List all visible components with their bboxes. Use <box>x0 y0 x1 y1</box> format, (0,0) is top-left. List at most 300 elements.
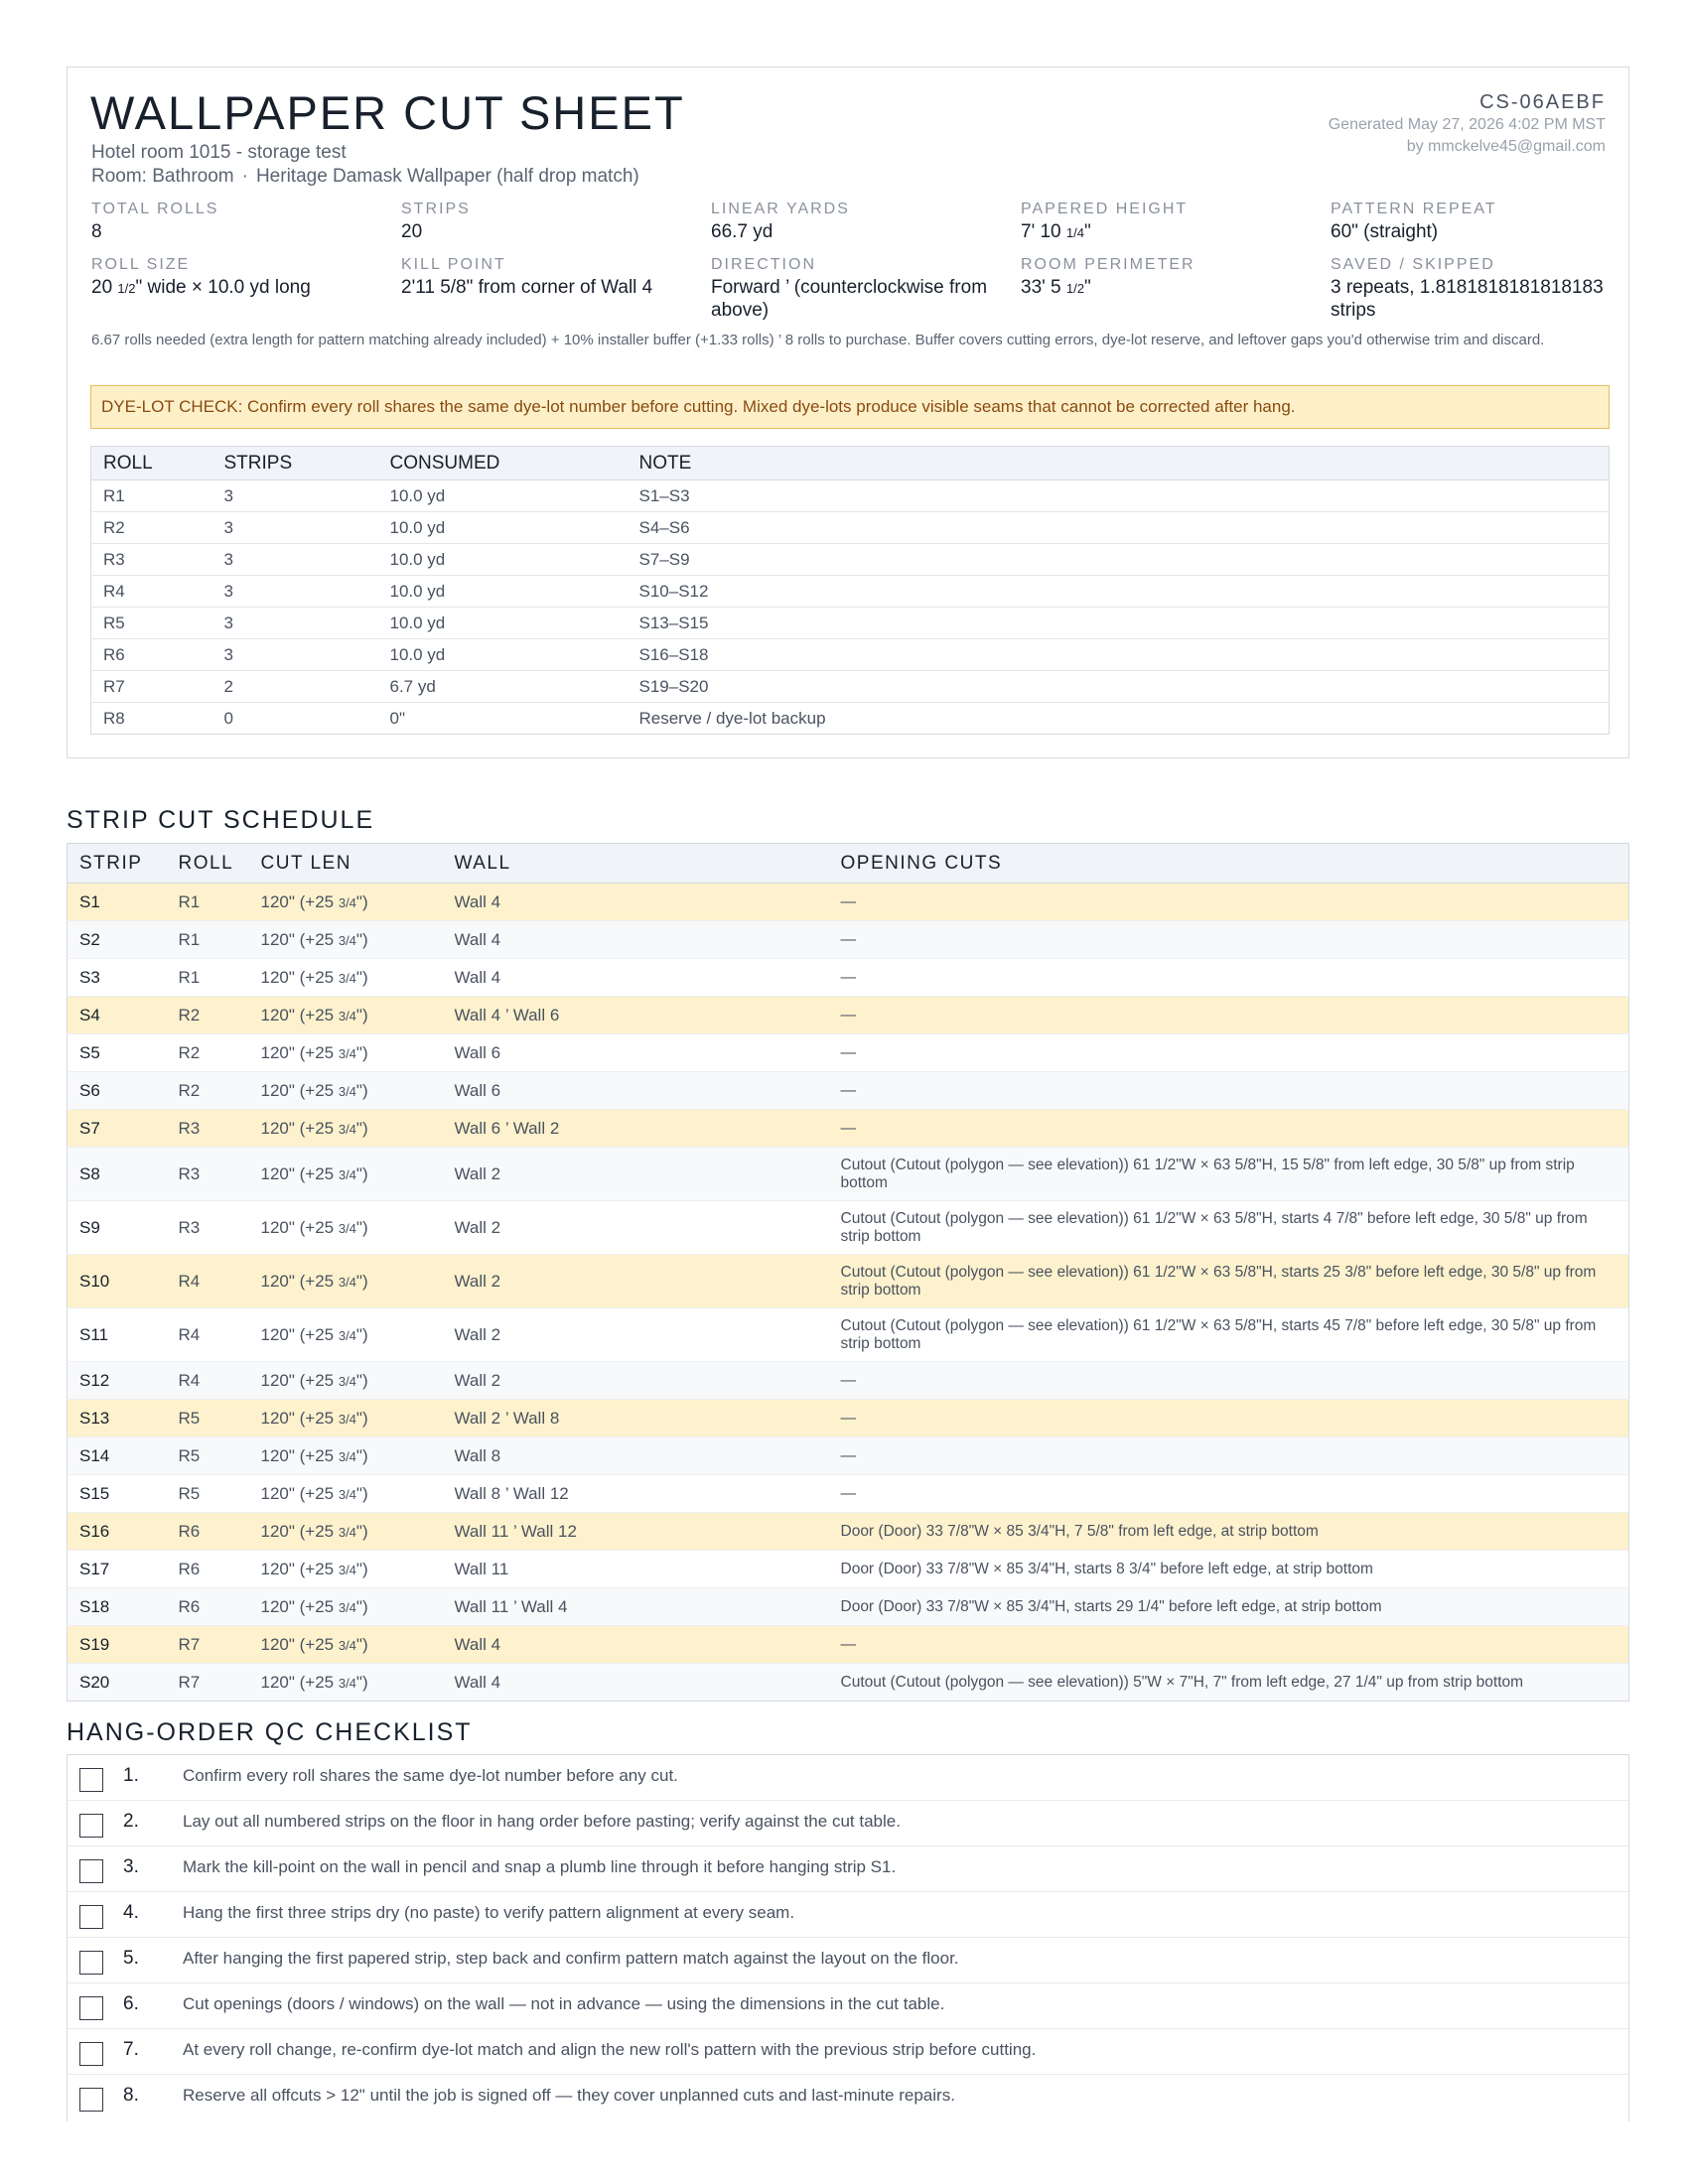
cut-length-end: ") <box>355 1080 368 1100</box>
roll-cell: 3 <box>212 480 378 512</box>
strip-cut-length <box>249 1513 443 1551</box>
strip-roll: R5 <box>167 1437 249 1475</box>
cut-length-fraction: 3/4 <box>338 1220 356 1236</box>
cut-length-end: ") <box>355 1042 368 1062</box>
roll-cell: 3 <box>212 576 378 608</box>
strip-wall: Wall 11 ’ Wall 12 <box>443 1513 829 1551</box>
cut-length-main: 120" (+25 <box>260 1042 339 1062</box>
roll-table <box>90 446 1610 735</box>
roll-column-header: CONSUMED <box>378 447 628 480</box>
strip-cut-length <box>249 921 443 959</box>
checklist-text: Cut openings (doors / windows) on the wall — not in advance — using the dimensions in the cut table. <box>183 1994 945 2013</box>
roll-cell: S10–S12 <box>628 576 1610 608</box>
cut-length-end: ") <box>355 1005 368 1024</box>
strip-opening-cuts: — <box>829 1072 1629 1110</box>
checklist-text: Lay out all numbered strips on the floor in hang order before pasting; verify against the cut table. <box>183 1812 901 1831</box>
stat-total-rolls <box>91 201 401 244</box>
strip-roll: R5 <box>167 1475 249 1513</box>
checklist-number: 6. <box>123 1993 139 2014</box>
checklist-checkbox[interactable] <box>79 2042 103 2066</box>
roll-cell: 10.0 yd <box>378 544 628 576</box>
checklist-text: Confirm every roll shares the same dye-lot number before any cut. <box>183 1766 678 1785</box>
stat-value-fraction: 1/2 <box>1065 281 1084 296</box>
strip-id: S19 <box>68 1626 167 1664</box>
strip-id: S2 <box>68 921 167 959</box>
roll-row <box>91 671 1610 703</box>
cut-length-fraction: 3/4 <box>338 1121 356 1137</box>
cut-length-end: ") <box>355 1672 368 1692</box>
strip-row <box>68 1588 1629 1626</box>
strip-roll: R1 <box>167 959 249 997</box>
strip-row <box>68 921 1629 959</box>
cut-length-fraction: 3/4 <box>338 1083 356 1099</box>
strip-wall: Wall 2 <box>443 1362 829 1400</box>
roll-cell: 6.7 yd <box>378 671 628 703</box>
strip-wall: Wall 4 <box>443 1664 829 1702</box>
cut-length-end: ") <box>355 929 368 949</box>
strip-table-body <box>68 884 1629 1702</box>
strip-roll: R1 <box>167 884 249 921</box>
strip-row <box>68 1513 1629 1551</box>
strip-cut-length <box>249 1110 443 1148</box>
strip-row <box>68 884 1629 921</box>
roll-row <box>91 480 1610 512</box>
stat-label: TOTAL ROLLS <box>91 201 219 217</box>
generated-by: by mmckelve45@gmail.com <box>1406 138 1606 155</box>
qc-checklist <box>67 1754 1629 2121</box>
stat-value-main: 33' 5 <box>1021 277 1061 298</box>
cut-length-fraction: 3/4 <box>338 1008 356 1024</box>
strip-row <box>68 1664 1629 1702</box>
stat-label: PAPERED HEIGHT <box>1021 201 1189 217</box>
strip-opening-cuts: — <box>829 1362 1629 1400</box>
stat-label: SAVED / SKIPPED <box>1331 256 1495 273</box>
roll-cell: 3 <box>212 639 378 671</box>
roll-cell: R2 <box>91 512 212 544</box>
roll-cell: 10.0 yd <box>378 512 628 544</box>
strip-roll: R4 <box>167 1362 249 1400</box>
strip-id: S20 <box>68 1664 167 1702</box>
cut-length-end: ") <box>355 1445 368 1465</box>
summary-card <box>67 67 1629 758</box>
strip-wall: Wall 6 <box>443 1034 829 1072</box>
checklist-item <box>68 1801 1628 1846</box>
strip-column-header: CUT LEN <box>249 844 443 884</box>
strip-opening-cuts: — <box>829 1110 1629 1148</box>
cut-length-fraction: 3/4 <box>338 1524 356 1540</box>
strip-roll: R2 <box>167 1072 249 1110</box>
strip-wall: Wall 4 <box>443 921 829 959</box>
roll-cell: S16–S18 <box>628 639 1610 671</box>
strip-roll: R7 <box>167 1664 249 1702</box>
strip-cut-length <box>249 959 443 997</box>
stat-value <box>91 276 401 300</box>
roll-column-header: STRIPS <box>212 447 378 480</box>
strip-wall: Wall 4 <box>443 1626 829 1664</box>
checklist-item <box>68 2075 1628 2119</box>
cut-length-main: 120" (+25 <box>260 1118 339 1138</box>
strip-column-header: ROLL <box>167 844 249 884</box>
stat-value: 20 <box>401 221 423 242</box>
sheet-id: CS-06AEBF <box>1479 91 1606 113</box>
strip-opening-cuts: Door (Door) 33 7/8"W × 85 3/4"H, starts 8 3/4" before left edge, at strip bottom <box>829 1551 1629 1588</box>
strip-cut-length <box>249 1034 443 1072</box>
strip-cut-length <box>249 1664 443 1702</box>
checklist-text: Reserve all offcuts > 12" until the job is signed off — they cover unplanned cuts and last-minute repairs. <box>183 2086 955 2105</box>
checklist-item <box>68 2029 1628 2075</box>
strip-roll: R6 <box>167 1551 249 1588</box>
roll-table-body <box>91 480 1610 735</box>
strip-wall: Wall 11 <box>443 1551 829 1588</box>
roll-row <box>91 512 1610 544</box>
strip-wall: Wall 8 <box>443 1437 829 1475</box>
checklist-item <box>68 1983 1628 2029</box>
stat-value-unit: " <box>1083 221 1091 242</box>
strip-row <box>68 1201 1629 1255</box>
roll-cell: 2 <box>212 671 378 703</box>
strip-opening-cuts: — <box>829 997 1629 1034</box>
stat-value-unit: " <box>1083 277 1091 298</box>
strip-id: S15 <box>68 1475 167 1513</box>
checklist-number: 1. <box>123 1765 139 1786</box>
roll-cell: 10.0 yd <box>378 576 628 608</box>
strip-wall: Wall 11 ’ Wall 4 <box>443 1588 829 1626</box>
strip-id: S7 <box>68 1110 167 1148</box>
cut-length-end: ") <box>355 1483 368 1503</box>
stat-papered-height <box>1021 201 1331 244</box>
checklist-checkbox[interactable] <box>79 2088 103 2112</box>
stats-grid <box>91 201 1611 322</box>
strip-opening-cuts: Cutout (Cutout (polygon — see elevation)) 61 1/2"W × 63 5/8"H, 15 5/8" from left edge, 30 5/8" up from strip bottom <box>829 1148 1629 1201</box>
cut-length-main: 120" (+25 <box>260 1521 339 1541</box>
stat-label: PATTERN REPEAT <box>1331 201 1497 217</box>
strip-id: S10 <box>68 1255 167 1308</box>
roll-row <box>91 544 1610 576</box>
checklist-item <box>68 1892 1628 1938</box>
cut-length-fraction: 3/4 <box>338 1599 356 1615</box>
stat-saved-skipped <box>1331 256 1640 322</box>
checklist-checkbox[interactable] <box>79 1905 103 1929</box>
cut-length-main: 120" (+25 <box>260 1596 339 1616</box>
strip-opening-cuts: — <box>829 884 1629 921</box>
checklist-item <box>68 1938 1628 1983</box>
strip-column-header: OPENING CUTS <box>829 844 1629 884</box>
cut-length-end: ") <box>355 967 368 987</box>
stat-value: Forward ’ (counterclockwise from above) <box>711 277 988 321</box>
strip-cut-table <box>67 843 1629 1702</box>
cut-length-fraction: 3/4 <box>338 1274 356 1290</box>
stat-label: KILL POINT <box>401 256 506 273</box>
strip-id: S11 <box>68 1308 167 1362</box>
strip-cut-length <box>249 1400 443 1437</box>
roll-cell: R7 <box>91 671 212 703</box>
stat-strips <box>401 201 711 244</box>
cut-length-fraction: 3/4 <box>338 970 356 986</box>
checklist-checkbox[interactable] <box>79 1996 103 2020</box>
strip-opening-cuts: — <box>829 1475 1629 1513</box>
generated-timestamp: Generated May 27, 2026 4:02 PM MST <box>1328 116 1606 133</box>
roll-cell: S1–S3 <box>628 480 1610 512</box>
stat-linear-yards <box>711 201 1021 244</box>
strip-cut-length <box>249 997 443 1034</box>
roll-cell: 3 <box>212 544 378 576</box>
cut-length-main: 120" (+25 <box>260 929 339 949</box>
strip-cut-length <box>249 1148 443 1201</box>
strip-cut-length <box>249 1437 443 1475</box>
strip-opening-cuts: — <box>829 1437 1629 1475</box>
stat-pattern-repeat <box>1331 201 1640 244</box>
strip-row <box>68 1362 1629 1400</box>
strip-id: S3 <box>68 959 167 997</box>
product-name: Heritage Damask Wallpaper (half drop match) <box>255 166 639 187</box>
strip-wall: Wall 2 <box>443 1148 829 1201</box>
cut-length-main: 120" (+25 <box>260 1163 339 1183</box>
strip-opening-cuts: Door (Door) 33 7/8"W × 85 3/4"H, starts 29 1/4" before left edge, at strip bottom <box>829 1588 1629 1626</box>
stat-value-main: 7' 10 <box>1021 221 1061 242</box>
cut-length-end: ") <box>355 1370 368 1390</box>
checklist-number: 3. <box>123 1856 139 1877</box>
strip-section-title: STRIP CUT SCHEDULE <box>67 806 375 834</box>
room-line <box>91 165 639 189</box>
stat-label: ROOM PERIMETER <box>1021 256 1196 273</box>
page-title: WALLPAPER CUT SHEET <box>90 86 685 139</box>
cut-length-main: 120" (+25 <box>260 1408 339 1428</box>
strip-cut-length <box>249 1308 443 1362</box>
strip-cut-length <box>249 1201 443 1255</box>
separator-dot: · <box>241 166 248 187</box>
strip-roll: R5 <box>167 1400 249 1437</box>
checklist-item <box>68 1846 1628 1892</box>
stat-label: LINEAR YARDS <box>711 201 850 217</box>
cut-length-main: 120" (+25 <box>260 1634 339 1654</box>
strip-id: S5 <box>68 1034 167 1072</box>
strip-opening-cuts: — <box>829 1400 1629 1437</box>
stat-value <box>1021 276 1331 300</box>
strip-opening-cuts: Cutout (Cutout (polygon — see elevation)) 5"W × 7"H, 7" from left edge, 27 1/4" up from strip bottom <box>829 1664 1629 1702</box>
roll-cell: 10.0 yd <box>378 480 628 512</box>
roll-column-header: ROLL <box>91 447 212 480</box>
roll-cell: S19–S20 <box>628 671 1610 703</box>
stat-value-rest: " wide × 10.0 yd long <box>135 277 311 298</box>
strip-column-header: WALL <box>443 844 829 884</box>
roll-row <box>91 703 1610 735</box>
cut-length-end: ") <box>355 891 368 911</box>
stat-label: ROLL SIZE <box>91 256 191 273</box>
strip-wall: Wall 6 <box>443 1072 829 1110</box>
stat-value-fraction: 1/4 <box>1065 225 1084 240</box>
strip-wall: Wall 8 ’ Wall 12 <box>443 1475 829 1513</box>
room-label: Room: Bathroom <box>91 166 234 187</box>
cut-length-fraction: 3/4 <box>338 1675 356 1691</box>
checklist-text: Hang the first three strips dry (no paste) to verify pattern alignment at every seam. <box>183 1903 795 1922</box>
stat-value: 8 <box>91 221 102 242</box>
checklist-text: After hanging the first papered strip, step back and confirm pattern match against the layout on the floor. <box>183 1949 959 1968</box>
strip-row <box>68 959 1629 997</box>
roll-cell: R3 <box>91 544 212 576</box>
cut-length-fraction: 3/4 <box>338 1411 356 1427</box>
checklist-checkbox[interactable] <box>79 1951 103 1975</box>
roll-column-header: NOTE <box>628 447 1610 480</box>
strip-row <box>68 1626 1629 1664</box>
cut-length-end: ") <box>355 1324 368 1344</box>
stat-roll-size <box>91 256 401 322</box>
stat-value: 3 repeats, 1.8181818181818183 strips <box>1331 277 1604 321</box>
strip-cut-length <box>249 1072 443 1110</box>
strip-roll: R4 <box>167 1308 249 1362</box>
strip-roll: R2 <box>167 1034 249 1072</box>
roll-cell: 3 <box>212 608 378 639</box>
strip-cut-length <box>249 1551 443 1588</box>
roll-cell: S4–S6 <box>628 512 1610 544</box>
strip-row <box>68 1148 1629 1201</box>
cut-length-fraction: 3/4 <box>338 1448 356 1464</box>
cut-length-fraction: 3/4 <box>338 1637 356 1653</box>
strip-opening-cuts: Door (Door) 33 7/8"W × 85 3/4"H, 7 5/8" from left edge, at strip bottom <box>829 1513 1629 1551</box>
checklist-checkbox[interactable] <box>79 1814 103 1838</box>
strip-id: S1 <box>68 884 167 921</box>
cut-length-fraction: 3/4 <box>338 932 356 948</box>
stat-value <box>1021 220 1331 244</box>
strip-opening-cuts: — <box>829 1034 1629 1072</box>
stat-label: STRIPS <box>401 201 471 217</box>
strip-row <box>68 1437 1629 1475</box>
cut-length-fraction: 3/4 <box>338 1562 356 1577</box>
cut-length-end: ") <box>355 1596 368 1616</box>
strip-id: S18 <box>68 1588 167 1626</box>
roll-cell: 3 <box>212 512 378 544</box>
strip-roll: R1 <box>167 921 249 959</box>
strip-id: S9 <box>68 1201 167 1255</box>
strip-row <box>68 1400 1629 1437</box>
checklist-checkbox[interactable] <box>79 1768 103 1792</box>
strip-row <box>68 1551 1629 1588</box>
strip-roll: R3 <box>167 1110 249 1148</box>
roll-cell: S13–S15 <box>628 608 1610 639</box>
cut-length-fraction: 3/4 <box>338 1045 356 1061</box>
roll-cell: R5 <box>91 608 212 639</box>
strip-roll: R7 <box>167 1626 249 1664</box>
roll-cell: 0" <box>389 708 405 728</box>
strip-opening-cuts: Cutout (Cutout (polygon — see elevation)) 61 1/2"W × 63 5/8"H, starts 45 7/8" before left edge, 30 5/8" up from strip bottom <box>829 1308 1629 1362</box>
cut-length-main: 120" (+25 <box>260 1559 339 1578</box>
dye-lot-alert: DYE-LOT CHECK: Confirm every roll shares the same dye-lot number before cutting. Mixed dye-lots produce visible seams that cannot be corrected after hang. <box>90 385 1610 429</box>
stat-value-fraction: 1/2 <box>117 281 136 296</box>
strip-roll: R3 <box>167 1148 249 1201</box>
strip-cut-length <box>249 1475 443 1513</box>
cut-length-main: 120" (+25 <box>260 967 339 987</box>
strip-roll: R3 <box>167 1201 249 1255</box>
cut-length-end: ") <box>355 1163 368 1183</box>
roll-table-header <box>91 447 1610 480</box>
cut-length-end: ") <box>355 1559 368 1578</box>
checklist-number: 4. <box>123 1902 139 1923</box>
checklist-item <box>68 1755 1628 1801</box>
roll-calculation-note: 6.67 rolls needed (extra length for pattern matching already included) + 10% installer buffer (+1.33 rolls) ’ 8 rolls to purchase. Buffer covers cutting errors, dye-lot reserve, and leftover gaps you'd otherwise trim and discard. <box>91 332 1545 348</box>
cut-length-fraction: 3/4 <box>338 1486 356 1502</box>
stat-kill-point <box>401 256 711 322</box>
checklist-text: At every roll change, re-confirm dye-lot match and align the new roll's pattern with the previous strip before cutting. <box>183 2040 1037 2059</box>
generated-info <box>1329 114 1606 158</box>
cut-length-end: ") <box>355 1118 368 1138</box>
strip-wall: Wall 2 <box>443 1255 829 1308</box>
strip-opening-cuts: — <box>829 1626 1629 1664</box>
strip-wall: Wall 4 ’ Wall 6 <box>443 997 829 1034</box>
strip-row <box>68 997 1629 1034</box>
cut-length-end: ") <box>355 1217 368 1237</box>
strip-column-header: STRIP <box>68 844 167 884</box>
strip-row <box>68 1308 1629 1362</box>
cut-length-fraction: 3/4 <box>338 1373 356 1389</box>
strip-roll: R2 <box>167 997 249 1034</box>
roll-row <box>91 576 1610 608</box>
stat-value: 60" (straight) <box>1331 221 1439 242</box>
roll-cell: Reserve / dye-lot backup <box>638 708 826 728</box>
stat-direction <box>711 256 1021 322</box>
strip-wall: Wall 4 <box>443 959 829 997</box>
cut-length-main: 120" (+25 <box>260 1271 339 1291</box>
checklist-title: HANG-ORDER QC CHECKLIST <box>67 1718 473 1746</box>
strip-row <box>68 1475 1629 1513</box>
cut-length-fraction: 3/4 <box>338 1327 356 1343</box>
strip-cut-length <box>249 1588 443 1626</box>
stat-value: 66.7 yd <box>711 221 774 242</box>
strip-id: S8 <box>68 1148 167 1201</box>
strip-cut-length <box>249 1362 443 1400</box>
job-subtitle: Hotel room 1015 - storage test <box>91 142 347 163</box>
strip-id: S17 <box>68 1551 167 1588</box>
roll-cell: R1 <box>91 480 212 512</box>
strip-cut-length <box>249 884 443 921</box>
stat-value: 2'11 5/8" from corner of Wall 4 <box>401 277 653 298</box>
strip-opening-cuts: — <box>829 959 1629 997</box>
strip-id: S4 <box>68 997 167 1034</box>
cut-length-main: 120" (+25 <box>260 891 339 911</box>
strip-cut-length <box>249 1626 443 1664</box>
strip-wall: Wall 4 <box>443 884 829 921</box>
strip-wall: Wall 2 <box>443 1201 829 1255</box>
cut-length-main: 120" (+25 <box>260 1445 339 1465</box>
checklist-number: 5. <box>123 1948 139 1969</box>
strip-table-header <box>68 844 1629 884</box>
cut-length-main: 120" (+25 <box>260 1672 339 1692</box>
strip-row <box>68 1034 1629 1072</box>
roll-row <box>91 608 1610 639</box>
stat-label: DIRECTION <box>711 256 816 273</box>
strip-opening-cuts: — <box>829 921 1629 959</box>
cut-length-end: ") <box>355 1271 368 1291</box>
roll-row <box>91 639 1610 671</box>
checklist-number: 7. <box>123 2039 139 2060</box>
cut-length-main: 120" (+25 <box>260 1324 339 1344</box>
cut-length-main: 120" (+25 <box>260 1005 339 1024</box>
strip-id: S13 <box>68 1400 167 1437</box>
strip-row <box>68 1072 1629 1110</box>
cut-length-main: 120" (+25 <box>260 1217 339 1237</box>
checklist-number: 2. <box>123 1811 139 1832</box>
strip-roll: R6 <box>167 1588 249 1626</box>
strip-opening-cuts: Cutout (Cutout (polygon — see elevation)) 61 1/2"W × 63 5/8"H, starts 25 3/8" before left edge, 30 5/8" up from strip bottom <box>829 1255 1629 1308</box>
cut-length-end: ") <box>355 1521 368 1541</box>
checklist-checkbox[interactable] <box>79 1859 103 1883</box>
cut-length-main: 120" (+25 <box>260 1080 339 1100</box>
cut-length-fraction: 3/4 <box>338 1166 356 1182</box>
strip-wall: Wall 2 ’ Wall 8 <box>443 1400 829 1437</box>
cut-length-end: ") <box>355 1408 368 1428</box>
strip-roll: R4 <box>167 1255 249 1308</box>
strip-id: S6 <box>68 1072 167 1110</box>
strip-wall: Wall 6 ’ Wall 2 <box>443 1110 829 1148</box>
cut-length-main: 120" (+25 <box>260 1483 339 1503</box>
